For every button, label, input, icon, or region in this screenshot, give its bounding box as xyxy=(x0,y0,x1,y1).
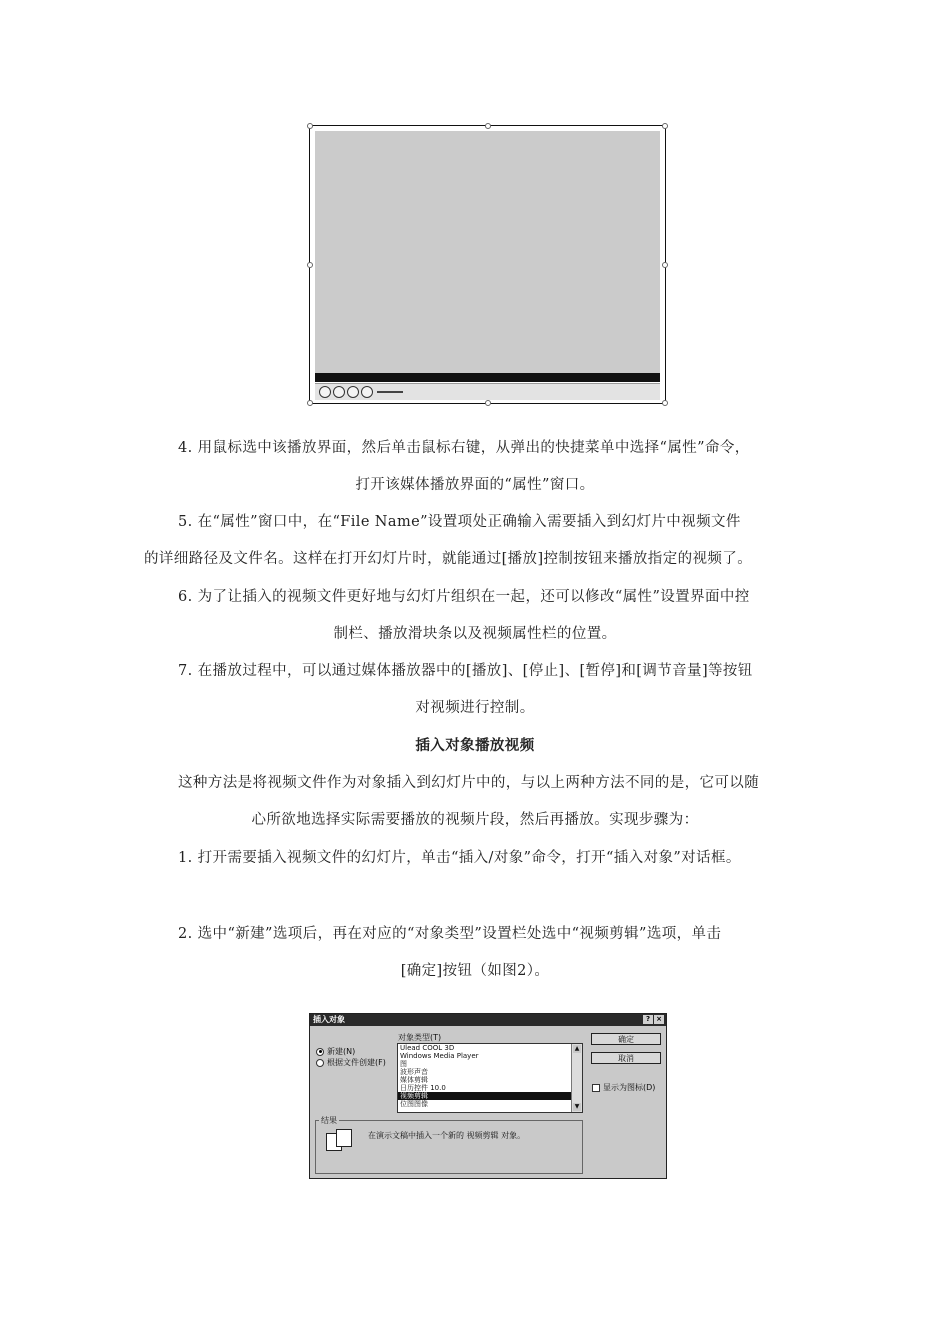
paragraph: [确定]按钮（如图2）。 xyxy=(400,963,550,979)
paragraph: 制栏、播放滑块条以及视频属性栏的位置。 xyxy=(333,626,617,642)
resize-handle xyxy=(485,400,491,406)
radio-new-label: 新建(N) xyxy=(327,1047,356,1056)
progress-track xyxy=(315,373,660,382)
display-as-icon-label: 显示为图标(D) xyxy=(603,1083,656,1092)
list-item[interactable]: Windows Media Player xyxy=(400,1052,479,1060)
ok-button[interactable]: 确定 xyxy=(591,1033,661,1045)
radio-from-file[interactable] xyxy=(316,1057,386,1068)
resize-handle xyxy=(307,123,313,129)
scroll-down-icon[interactable]: ▼ xyxy=(574,1103,580,1110)
scroll-up-icon[interactable]: ▲ xyxy=(574,1045,580,1052)
paragraph: 打开该媒体播放界面的“属性”窗口。 xyxy=(355,477,595,493)
play-button-icon xyxy=(319,386,331,398)
close-icon[interactable]: × xyxy=(654,1015,664,1024)
media-player-figure xyxy=(309,125,666,404)
stop-button-icon xyxy=(333,386,345,398)
paragraph: 对视频进行控制。 xyxy=(415,700,535,716)
list-item[interactable]: 图 xyxy=(400,1060,407,1068)
display-as-icon-checkbox[interactable] xyxy=(592,1082,655,1093)
section-heading: 插入对象播放视频 xyxy=(415,738,535,754)
resize-handle xyxy=(662,400,668,406)
list-item[interactable]: 日历控件 10.0 xyxy=(400,1084,446,1092)
pause-button-icon xyxy=(347,386,359,398)
paragraph: 4. 用鼠标选中该播放界面，然后单击鼠标右键，从弹出的快捷菜单中选择“属性”命令， xyxy=(178,440,750,456)
dialog-title: 插入对象 xyxy=(313,1015,345,1024)
radio-from-file-label: 根据文件创建(F) xyxy=(327,1058,386,1067)
insert-object-dialog xyxy=(309,1013,667,1179)
paragraph: 5. 在“属性”窗口中，在“File Name”设置项处正确输入需要插入到幻灯片中视频文件 xyxy=(178,514,741,530)
result-label: 结果 xyxy=(321,1116,337,1125)
video-screen xyxy=(315,131,660,375)
paragraph: 的详细路径及文件名。这样在打开幻灯片时，就能通过[播放]控制按钮来播放指定的视频了。 xyxy=(144,551,753,567)
volume-button-icon xyxy=(361,386,373,398)
paragraph: 6. 为了让插入的视频文件更好地与幻灯片组织在一起，还可以修改“属性”设置界面中控 xyxy=(178,589,750,605)
object-type-label: 对象类型(T) xyxy=(398,1033,442,1042)
player-control-bar xyxy=(315,383,660,400)
paragraph: 这种方法是将视频文件作为对象插入到幻灯片中的，与以上两种方法不同的是，它可以随 xyxy=(178,775,760,791)
list-item[interactable]: 位图图像 xyxy=(400,1100,428,1108)
object-icon xyxy=(326,1129,352,1149)
list-item[interactable]: 媒体剪辑 xyxy=(400,1076,428,1084)
list-item[interactable]: 波形声音 xyxy=(400,1068,428,1076)
paragraph: 1. 打开需要插入视频文件的幻灯片，单击“插入/对象”命令，打开“插入对象”对话框。 xyxy=(178,850,741,866)
volume-slider xyxy=(377,391,403,393)
list-item-selected[interactable]: 视频剪辑 xyxy=(398,1092,582,1100)
list-scrollbar[interactable] xyxy=(571,1044,582,1112)
radio-new[interactable] xyxy=(316,1046,355,1057)
cancel-button[interactable]: 取消 xyxy=(591,1052,661,1064)
radio-unselected-icon xyxy=(316,1059,324,1067)
resize-handle xyxy=(307,262,313,268)
paragraph: 7. 在播放过程中，可以通过媒体播放器中的[播放]、[停止]、[暂停]和[调节音量]等按钮 xyxy=(178,663,753,679)
resize-handle xyxy=(662,123,668,129)
dialog-titlebar xyxy=(310,1014,666,1026)
result-text: 在演示文稿中插入一个新的 视频剪辑 对象。 xyxy=(368,1131,526,1140)
help-icon[interactable]: ? xyxy=(643,1015,653,1024)
resize-handle xyxy=(307,400,313,406)
list-item[interactable]: Ulead COOL 3D xyxy=(400,1044,455,1052)
checkbox-icon xyxy=(592,1084,600,1092)
resize-handle xyxy=(662,262,668,268)
paragraph: 2. 选中“新建”选项后，再在对应的“对象类型”设置栏处选中“视频剪辑”选项，单击 xyxy=(178,926,722,942)
result-group xyxy=(315,1120,583,1174)
paragraph: 心所欲地选择实际需要播放的视频片段，然后再播放。实现步骤为： xyxy=(251,812,699,828)
object-type-list[interactable] xyxy=(397,1043,583,1113)
radio-selected-icon xyxy=(316,1048,324,1056)
resize-handle xyxy=(485,123,491,129)
